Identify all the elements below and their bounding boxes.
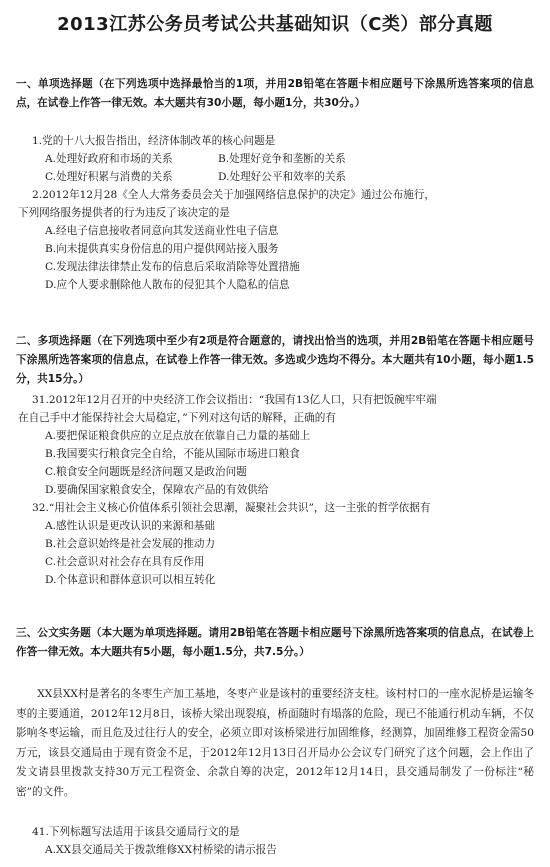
question-2-option-c: C.发现法律法律禁止发布的信息后采取消除等处置措施 bbox=[45, 261, 300, 273]
question-41-stem: 41.下列标题写法适用于该县交通局行文的是 bbox=[32, 826, 240, 838]
question-31-stem-line-1: 31.2012年12月召开的中央经济工作会议指出：“我国有13亿人口，只有把饭碗牢牢端 bbox=[32, 394, 437, 406]
case-passage: XX县XX村是著名的冬枣生产加工基地，冬枣产业是该村的重要经济支柱。该村村口的一座水泥桥是运输冬枣的主要通道，2012年12月8日，该桥大梁出现裂痕，桥面随时有塌落的危险，现已不能通行机动车辆，不仅影响冬枣运输，而且危及过往行人的安全，必须立即对该桥梁进行加固维修，经测算，加固维修工程资金需50万元，该县交通局由于现有资金不足，于2012年12月13日召开局办公会议专门研究了这个问题，会上作出了发文请县里拨款支持30万元工程资金、余款自筹的决定，2012年12月14日，县交通局制发了一份标注“秘密”的文件。 bbox=[16, 688, 534, 798]
question-2-stem-line-1: 2.2012年12月28《全人大常务委员会关于加强网络信息保护的决定》通过公布施行， bbox=[32, 189, 436, 201]
section-3-header: 三、公文实务题（本大题为单项选择题。请用2B铅笔在答题卡相应题号下涂黑所选答案项的信息点，在试卷上作答一律无效。本大题共有5小题，每小题1.5分，共7.5分。） bbox=[16, 627, 534, 658]
question-2-option-d: D.应个人要求删除他人散布的侵犯其个人隐私的信息 bbox=[45, 279, 290, 291]
page-title: 2013江苏公务员考试公共基础知识（C类）部分真题 bbox=[57, 14, 493, 35]
section-1-header: 一、单项选择题（在下列选项中选择最恰当的1项，并用2B铅笔在答题卡相应题号下涂黑所选答案项的信息点，在试卷上作答一律无效。本大题共有30小题，每小题1分，共30分。） bbox=[16, 78, 534, 109]
question-32-stem: 32.“用社会主义核心价值体系引领社会思潮，凝聚社会共识”，这一主张的哲学依据有 bbox=[32, 502, 431, 514]
question-2-option-a: A.经电子信息接收者同意向其发送商业性电子信息 bbox=[45, 225, 279, 237]
question-31-option-b: B.我国要实行粮食完全自给，不能从国际市场进口粮食 bbox=[45, 448, 300, 460]
section-2-header: 二、多项选择题（在下列选项中至少有2项是符合题意的，请找出恰当的选项，并用2B铅笔在答题卡相应题号下涂黑所选答案项的信息点，在试卷上作答一律无效。多选或少选均不得分。本大题共有10小题，每小题1.5分，共15分。） bbox=[16, 335, 534, 385]
question-1-option-d: D.处理好公平和效率的关系 bbox=[218, 171, 347, 183]
question-31-option-d: D.要确保国家粮食安全，保障农产品的有效供给 bbox=[45, 484, 269, 496]
question-1-option-b: B.处理好竞争和垄断的关系 bbox=[218, 153, 346, 165]
question-1-option-c: C.处理好积累与消费的关系 bbox=[45, 171, 173, 183]
question-1-option-a: A.处理好政府和市场的关系 bbox=[45, 153, 173, 165]
question-32-option-a: A.感性认识是更改认识的来源和基础 bbox=[45, 520, 215, 532]
question-2-stem-line-2: 下列网络服务提供者的行为违反了该决定的是 bbox=[18, 207, 230, 219]
question-32-option-d: D.个体意识和群体意识可以相互转化 bbox=[45, 574, 216, 586]
question-1-stem: 1.党的十八大报告指出，经济体制改革的核心问题是 bbox=[32, 135, 276, 147]
question-41-option-a: A.XX县交通局关于拨款维修XX村桥梁的请示报告 bbox=[45, 844, 277, 856]
question-31-option-c: C.粮食安全问题既是经济问题又是政治问题 bbox=[45, 466, 247, 478]
question-2-option-b: B.向未提供真实身份信息的用户提供网站接入服务 bbox=[45, 243, 279, 255]
question-31-stem-line-2: 在自己手中才能保持社会大局稳定，”下列对这句话的解释，正确的有 bbox=[18, 412, 336, 424]
question-31-option-a: A.要把保证粮食供应的立足点放在依靠自己力量的基础上 bbox=[45, 430, 311, 442]
question-32-option-b: B.社会意识始终是社会发展的推动力 bbox=[45, 538, 216, 550]
question-32-option-c: C.社会意识对社会存在具有反作用 bbox=[45, 556, 205, 568]
